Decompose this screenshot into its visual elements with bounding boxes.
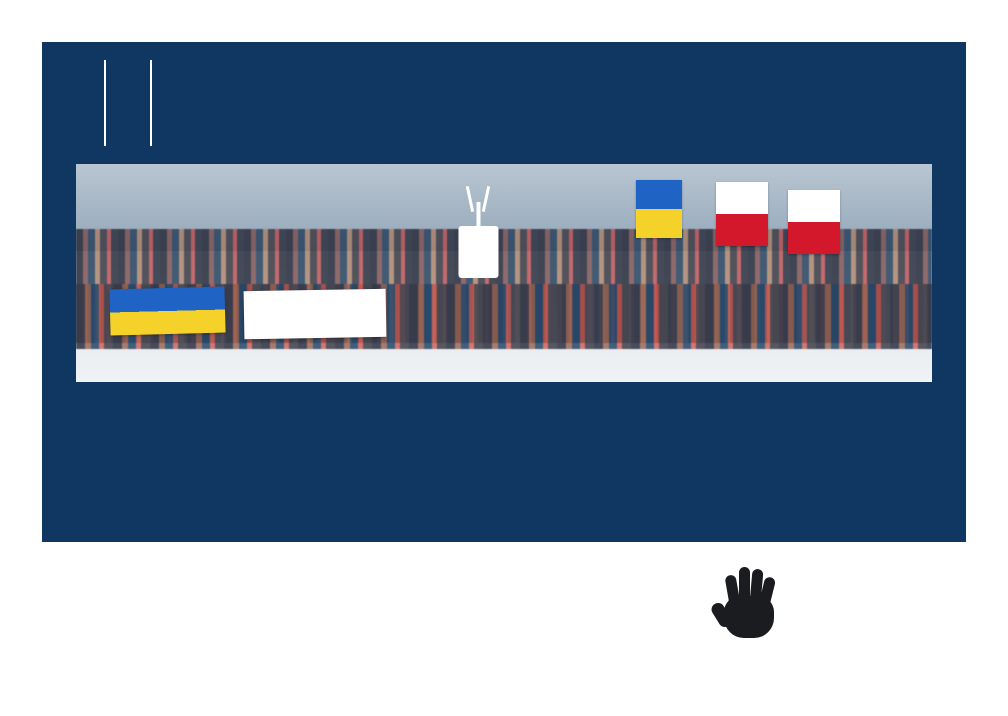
gondola-icon [456,186,500,278]
event-date [106,101,150,105]
signatures-row [42,558,966,630]
gondola-pole-right [482,186,490,212]
ukraine-banner [109,287,225,336]
signature-area [42,542,966,682]
gondola-pole-left [466,186,474,212]
nasz-kasprowy-logo [490,190,568,198]
card-inner-frame [34,34,974,682]
poland-flag-photo-1 [716,182,768,246]
group-photo [76,164,932,382]
hashtag-line2 [252,293,382,295]
poland-flag-photo-2 [788,190,840,254]
card-header [42,42,966,164]
ukraine-flag-photo [636,180,682,238]
flag-border-top [0,0,1008,34]
invite-closing [42,542,966,556]
hashtag-line1 [252,293,382,295]
flag-border-left [0,34,34,682]
hand-palm [724,596,774,638]
flag-border-right [974,34,1008,682]
invitation-text [42,382,966,400]
hand-print-icon [714,558,786,638]
navy-panel [42,42,966,542]
event-title-block [152,99,940,108]
hashtag-banner [244,289,387,339]
gondola-cabin [458,226,498,278]
flag-border-bottom [0,682,1008,716]
